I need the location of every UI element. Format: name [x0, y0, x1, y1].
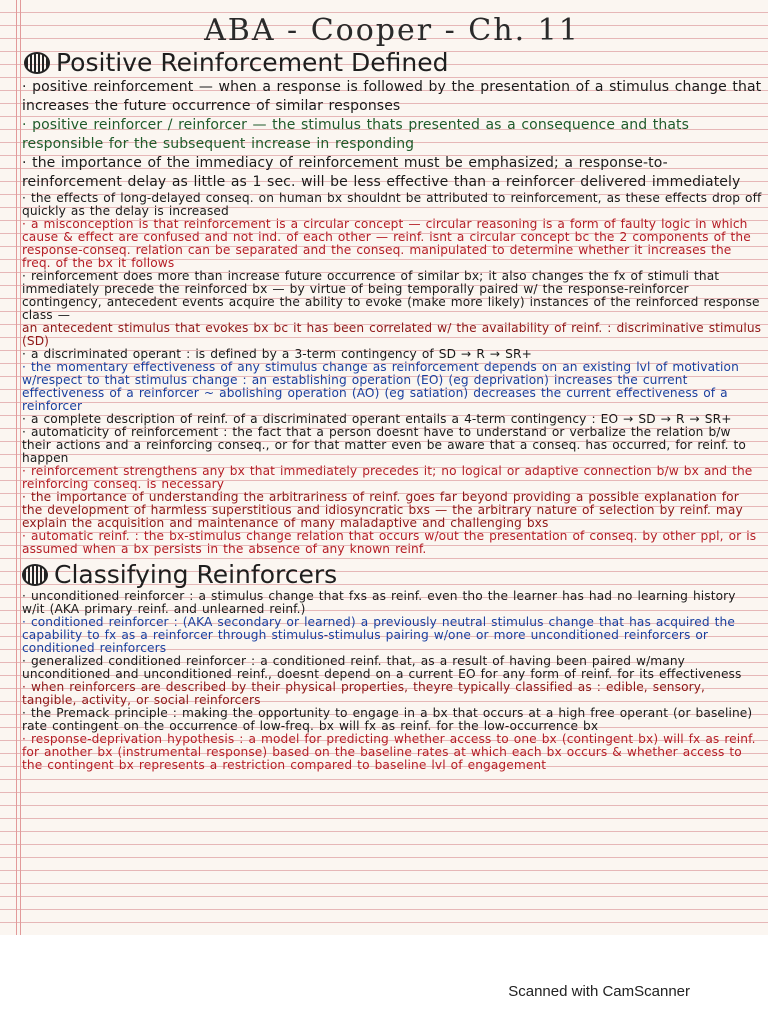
section-notes: [22, 590, 762, 772]
section-heading-text: Classifying Reinforcers: [54, 560, 338, 589]
note-item: · reinforcement strengthens any bx that immediately precedes it; no logical or adaptive connection b/w bx and the reinforcing conseq. is necessary: [22, 464, 753, 491]
note-item: · response-deprivation hypothesis : a model for predicting whether access to one bx (contingent bx) will fx as reinf. for another bx (instrumental response) based on the baseline rates at which each bx occurs & whether access to the contingent bx represents a restriction compared to baseline lvl of engagement: [22, 732, 756, 772]
note-item: · positive reinforcer / reinforcer — the stimulus thats presented as a consequence and thats responsible for the subsequent increase in responding: [22, 117, 690, 152]
margin-line: [16, 0, 17, 935]
note-item: · the importance of the immediacy of reinforcement must be emphasized; a response-to-reinforcement delay as little as 1 sec. will be less effective than a reinforcer delivered immediately: [22, 155, 741, 190]
note-item: · automaticity of reinforcement : the fact that a person doesnt have to understand or verbalize the relation b/w their actions and a reinforcing conseq., or for that matter even be aware that a conseq. has occurred, for reinf. to happen: [22, 425, 746, 465]
page-title: ABA - Cooper - Ch. 11: [204, 13, 580, 48]
filled-circle-bullet-icon: [24, 52, 50, 74]
note-item: · unconditioned reinforcer : a stimulus change that fxs as reinf. even tho the learner has had no learning history w/it (AKA primary reinf. and unlearned reinf.): [22, 589, 736, 616]
note-item: · reinforcement does more than increase future occurrence of similar bx; it also changes the fx of stimuli that immediately precede the reinforced bx — by virtue of being temporally paired w/ the response-reinforcer contingency, antecedent events acquire the ability to evoke (make more likely) instances of the reinforced response class —: [22, 269, 760, 322]
margin-line: [20, 0, 21, 935]
section-notes: [22, 78, 762, 556]
note-item: · positive reinforcement — when a response is followed by the presentation of a stimulus change that increases the future occurrence of similar responses: [22, 79, 762, 114]
note-item: · automatic reinf. : the bx-stimulus change relation that occurs w/out the presentation of conseq. by other ppl, or is assumed when a bx persists in the absence of any known reinf.: [22, 529, 757, 556]
note-item: · conditioned reinforcer : (AKA secondary or learned) a previously neutral stimulus change that has acquired the capability to fx as a reinforcer through stimulus-stimulus pairing w/one or more unconditioned reinforcers or conditioned reinforcers: [22, 615, 735, 655]
note-item: · the effects of long-delayed conseq. on human bx shouldnt be attributed to reinforcement, as these effects drop off quickly as the delay is increased: [22, 191, 762, 218]
note-item: · the importance of understanding the arbitrariness of reinf. goes far beyond providing a possible explanation for the development of harmless superstitious and idiosyncratic bxs — the arbitrary nature of selection by reinf. may explain the acquisition and maintenance of many maladaptive and challenging bxs: [22, 490, 743, 530]
section-heading-positive-reinforcement: [24, 48, 762, 78]
scanner-watermark-label: Scanned with CamScanner: [508, 983, 690, 1000]
note-item: · a discriminated operant : is defined by a 3-term contingency of SD → R → SR+: [22, 347, 532, 361]
filled-circle-bullet-icon: [22, 564, 48, 586]
notes-content: [22, 0, 762, 772]
note-item: · the Premack principle : making the opportunity to engage in a bx that occurs at a high free operant (or baseline) rate contingent on the occurrence of low-freq. bx will fx as reinf. for the low-occurrence bx: [22, 706, 753, 733]
section-heading-classifying-reinforcers: [22, 560, 762, 590]
note-item: · a complete description of reinf. of a discriminated operant entails a 4-term contingency : EO → SD → R → SR+: [22, 412, 732, 426]
note-item: · the momentary effectiveness of any stimulus change as reinforcement depends on an existing lvl of motivation w/respect to that stimulus change : an establishing operation (EO) (eg deprivation) increases the current effectiveness of a reinforcer ~ abolishing operation (AO) (eg satiation) decreases the current effectiveness of a reinforcer: [22, 360, 739, 413]
note-item: · generalized conditioned reinforcer : a conditioned reinf. that, as a result of having been paired w/many unconditioned and unconditioned reinf., doesnt depend on a current EO for any form of reinf. for its effectiveness: [22, 654, 742, 681]
note-item: · a misconception is that reinforcement is a circular concept — circular reasoning is a form of faulty logic in which cause & effect are confused and not ind. of each other — reinf. isnt a circular concept bc the 2 components of the response-conseq. relation can be separated and the conseq. manipulated to determine whether it increases the freq. of the bx it follows: [22, 217, 751, 270]
section-heading-text: Positive Reinforcement Defined: [56, 48, 449, 77]
note-item: · when reinforcers are described by their physical properties, theyre typically classified as : edible, sensory, tangible, activity, or social reinforcers: [22, 680, 706, 707]
note-item: an antecedent stimulus that evokes bx bc it has been correlated w/ the availability of reinf. : discriminative stimulus (SD): [22, 321, 762, 348]
